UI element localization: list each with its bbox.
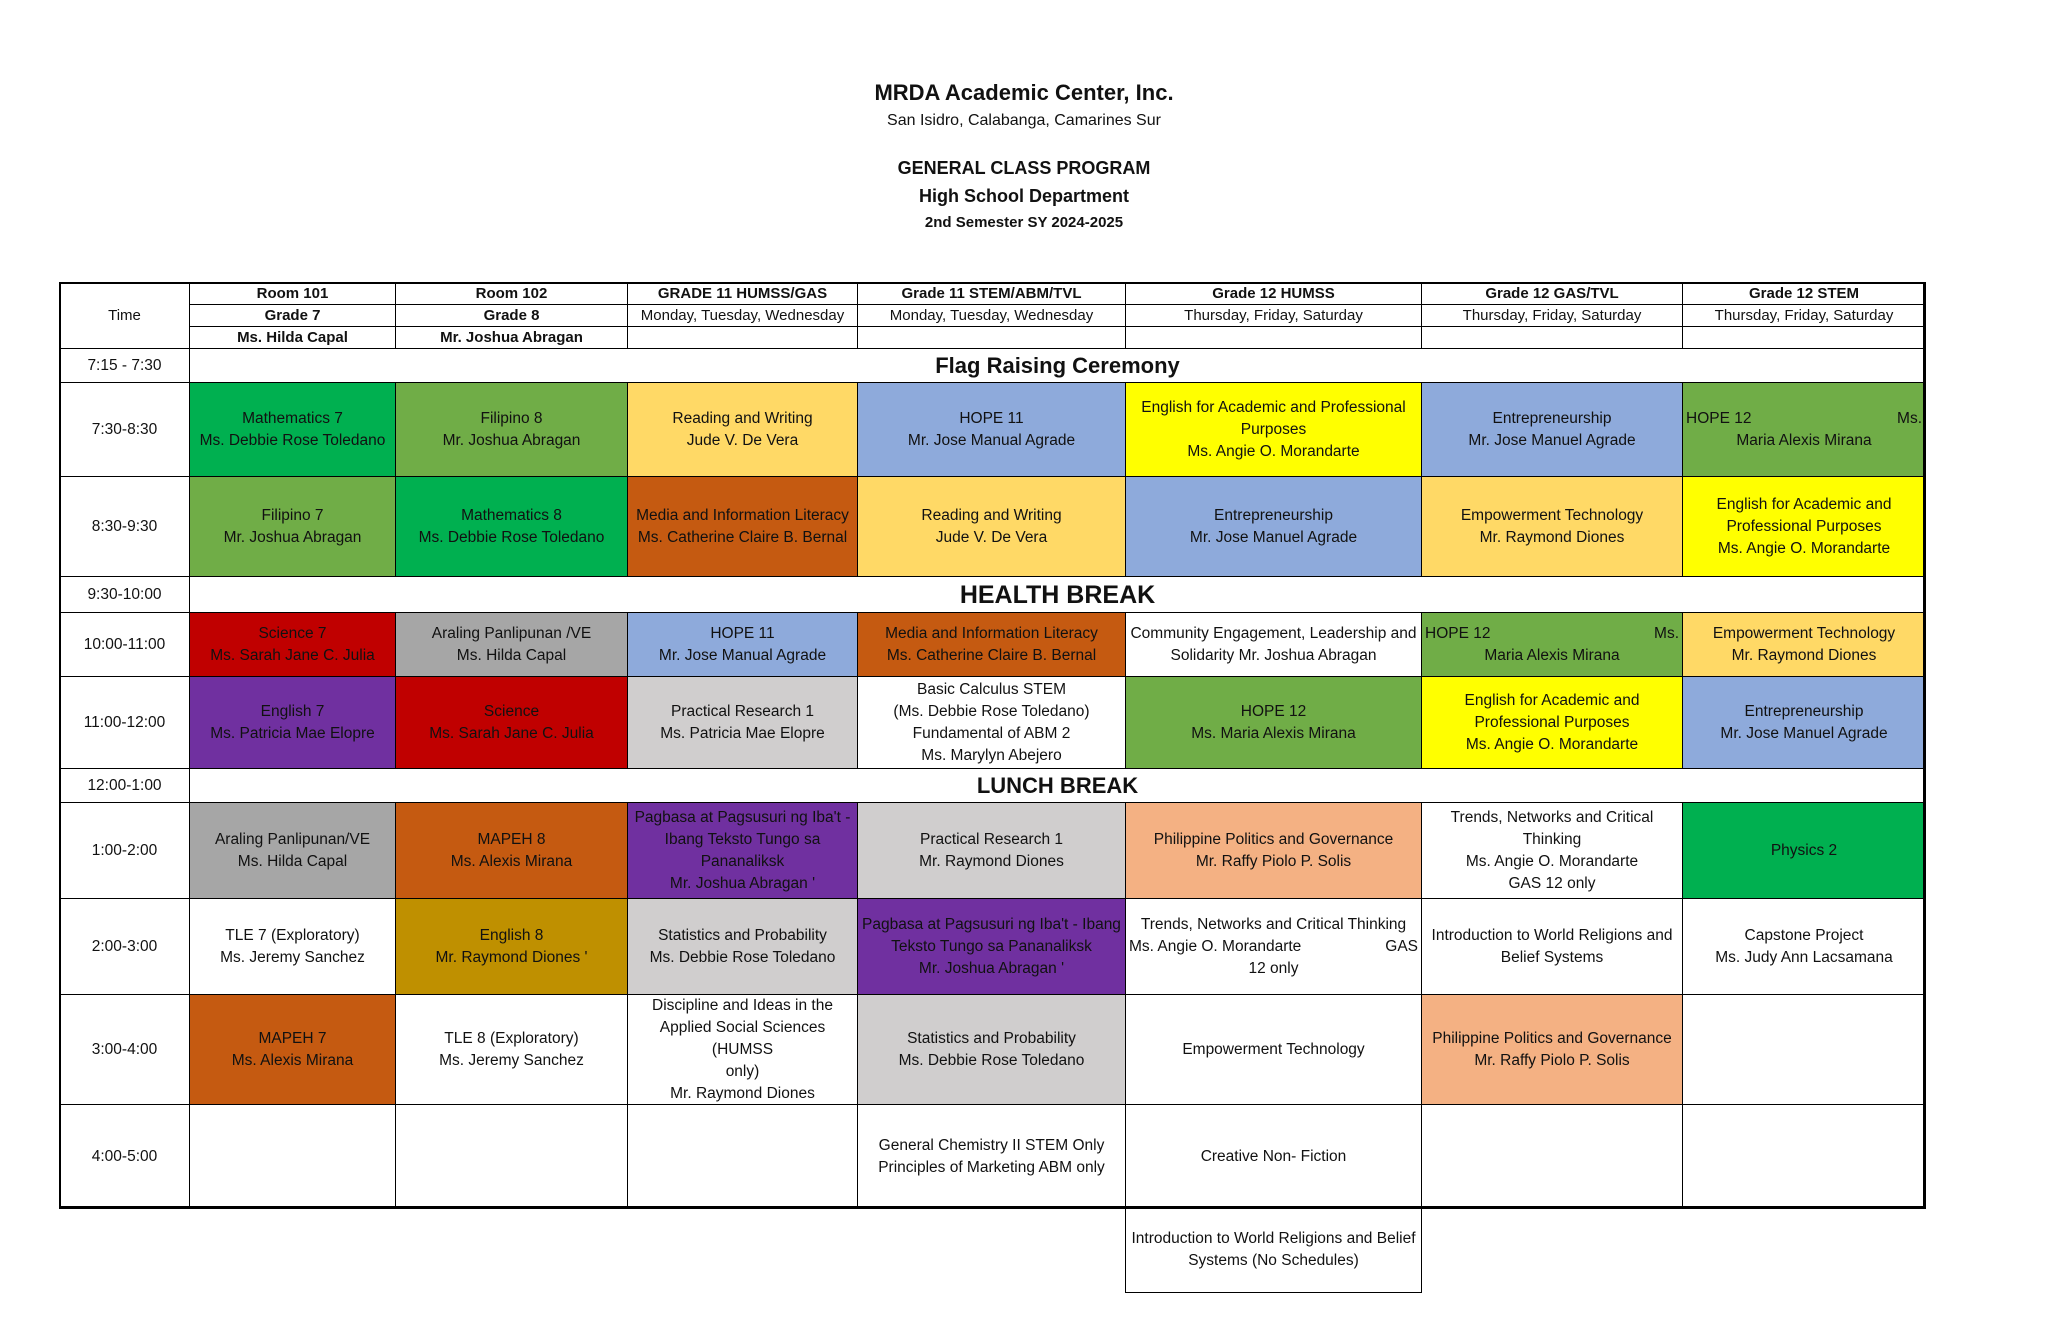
time-slot-cell — [59, 676, 190, 769]
class-cell-line: Ms. Debbie Rose Toledano — [649, 948, 836, 966]
class-cell-line: TLE 8 (Exploratory) — [444, 1029, 579, 1047]
class-cell-line: General Chemistry II STEM Only — [878, 1136, 1105, 1154]
class-cell-line: Teksto Tungo sa Pananaliksk — [891, 937, 1092, 955]
column-header-5-line3 — [1125, 326, 1422, 349]
class-cell — [857, 1104, 1126, 1209]
class-cell-line: English 8 — [479, 926, 544, 944]
class-cell-line: Reading and Writing — [921, 506, 1062, 524]
class-cell-line: Empowerment Technology — [1460, 506, 1644, 524]
column-header-4-line1 — [857, 282, 1126, 305]
column-header-3-line2 — [627, 304, 858, 327]
class-cell-line: GAS 12 only — [1508, 874, 1596, 892]
class-cell-line: Ibang Teksto Tungo sa — [664, 830, 821, 848]
column-header-5-line2 — [1125, 304, 1422, 327]
class-cell-line: Ms. Sarah Jane C. Julia — [210, 646, 375, 664]
time-label: 12:00-1:00 — [87, 776, 162, 794]
class-cell — [189, 612, 396, 677]
class-cell-line: Ms. Alexis Mirana — [450, 852, 573, 870]
class-cell-line: Mr. Joshua Abragan ' — [918, 959, 1065, 977]
flag-time-cell — [59, 348, 190, 383]
column-header-text: Grade 8 — [483, 306, 540, 324]
time-slot-label: 3:00-4:00 — [91, 1040, 158, 1058]
column-header-text: Grade 12 STEM — [1748, 284, 1860, 302]
class-cell — [627, 898, 858, 995]
time-label: 7:15 - 7:30 — [87, 356, 162, 374]
class-cell-line: only) — [725, 1062, 760, 1080]
class-cell-line: Professional Purposes — [1474, 713, 1630, 731]
class-cell-line: Philippine Politics and Governance — [1432, 1029, 1672, 1047]
class-cell-line: English for Academic and — [1464, 691, 1640, 709]
class-cell-line: Ms. Angie O. Morandarte — [1717, 539, 1891, 557]
class-cell — [1682, 802, 1926, 899]
column-header-2-line3 — [395, 326, 628, 349]
column-header-3-line3 — [627, 326, 858, 349]
class-cell-line: Maria Alexis Mirana — [1484, 646, 1620, 664]
class-cell-line: Mr. Raymond Diones ' — [435, 948, 588, 966]
class-cell-split — [1425, 623, 1679, 645]
column-header-1-line1 — [189, 282, 396, 305]
class-cell — [189, 382, 396, 477]
class-cell — [395, 612, 628, 677]
class-cell-line: Mr. Joshua Abragan — [223, 528, 362, 546]
class-cell-line: Introduction to World Religions and — [1431, 926, 1673, 944]
class-cell — [395, 898, 628, 995]
school-address: San Isidro, Calabanga, Camarines Sur — [887, 112, 1161, 129]
class-cell-line: Pananaliksk — [700, 852, 785, 870]
class-cell-line: Maria Alexis Mirana — [1736, 431, 1872, 449]
class-cell-line: Filipino 7 — [261, 506, 324, 524]
column-header-6-line3 — [1421, 326, 1683, 349]
time-slot-label: 1:00-2:00 — [91, 841, 158, 859]
class-cell-line: Ms. Debbie Rose Toledano — [898, 1051, 1085, 1069]
class-cell-line: Ms. Alexis Mirana — [231, 1051, 354, 1069]
class-cell-line: Ms. Maria Alexis Mirana — [1191, 724, 1356, 742]
class-schedule-table — [59, 282, 1925, 1208]
time-slot-cell — [59, 476, 190, 577]
class-cell-line: Belief Systems — [1500, 948, 1604, 966]
class-cell-line: Trends, Networks and Critical — [1450, 808, 1654, 826]
class-cell-line: Applied Social Sciences (HUMSS — [659, 1018, 826, 1058]
class-cell-line: Ms. Debbie Rose Toledano — [199, 431, 386, 449]
class-cell-line: Principles of Marketing ABM only — [878, 1158, 1105, 1176]
class-cell — [627, 994, 858, 1105]
class-cell-line: Practical Research 1 — [919, 830, 1063, 848]
class-cell — [627, 476, 858, 577]
class-cell-line: (Ms. Debbie Rose Toledano) — [893, 702, 1090, 720]
class-cell-line: Ms. Catherine Claire B. Bernal — [637, 528, 848, 546]
class-cell-line: Empowerment Technology — [1182, 1040, 1365, 1058]
class-cell-line: Ms. Angie O. Morandarte — [1187, 442, 1360, 460]
class-cell-line: Science — [483, 702, 540, 720]
class-cell — [627, 676, 858, 769]
extra-subject-note — [1125, 1207, 1422, 1293]
class-cell — [395, 802, 628, 899]
class-cell — [395, 994, 628, 1105]
column-header-text: Thursday, Friday, Saturday — [1184, 306, 1363, 324]
column-header-text: Room 102 — [475, 284, 548, 302]
class-cell-line: Ms. Hilda Capal — [456, 646, 567, 664]
class-cell-line: Mr. Raffy Piolo P. Solis — [1474, 1051, 1630, 1069]
class-cell-split-right: GAS — [1385, 937, 1418, 955]
lunch-banner — [189, 768, 1926, 803]
class-cell — [1125, 612, 1422, 677]
class-cell-line: Mr. Jose Manual Agrade — [907, 431, 1076, 449]
class-cell-split-left: HOPE 12 — [1425, 624, 1491, 642]
class-cell-line: TLE 7 (Exploratory) — [225, 926, 360, 944]
class-cell-line: Practical Research 1 — [670, 702, 814, 720]
class-cell — [1125, 382, 1422, 477]
class-cell — [189, 476, 396, 577]
class-cell-line: Media and Information Literacy — [636, 506, 849, 524]
class-cell — [1125, 802, 1422, 899]
time-header-label: Time — [108, 306, 141, 324]
extra-note-line: Systems (No Schedules) — [1188, 1252, 1359, 1269]
class-cell-line: Ms. Judy Ann Lacsamana — [1715, 948, 1893, 966]
class-cell-line: HOPE 11 — [710, 624, 775, 642]
class-cell — [1682, 382, 1926, 477]
class-cell-line: Science 7 — [258, 624, 327, 642]
semester-title: 2nd Semester SY 2024-2025 — [924, 214, 1124, 231]
class-cell — [627, 612, 858, 677]
class-cell-line: Mr. Raffy Piolo P. Solis — [1195, 852, 1352, 870]
column-header-text: Grade 12 GAS/TVL — [1485, 284, 1619, 302]
time-slot-cell — [59, 994, 190, 1105]
class-cell-line: Ms. Angie O. Morandarte — [1465, 852, 1639, 870]
class-cell — [1682, 676, 1926, 769]
class-cell — [857, 382, 1126, 477]
time-slot-label: 2:00-3:00 — [91, 937, 158, 955]
class-cell-line: Jude V. De Vera — [686, 431, 799, 449]
class-cell — [395, 476, 628, 577]
class-cell — [395, 676, 628, 769]
class-cell-line: Capstone Project — [1744, 926, 1864, 944]
column-header-5-line1 — [1125, 282, 1422, 305]
class-cell — [627, 382, 858, 477]
time-slot-label: 8:30-9:30 — [91, 517, 158, 535]
time-slot-label: 10:00-11:00 — [83, 635, 166, 653]
class-cell-line: Mr. Raymond Diones — [1731, 646, 1877, 664]
class-cell — [1421, 802, 1683, 899]
extra-note-line: Introduction to World Religions and Belief — [1131, 1230, 1416, 1247]
class-cell — [1125, 994, 1422, 1105]
class-cell — [857, 898, 1126, 995]
class-cell-line: Mr. Raymond Diones — [670, 1084, 815, 1102]
class-cell-line: HOPE 11 — [959, 409, 1024, 427]
column-header-1-line2 — [189, 304, 396, 327]
class-cell-line: Fundamental of ABM 2 — [912, 724, 1071, 742]
class-cell — [1125, 898, 1422, 995]
class-cell — [1682, 898, 1926, 995]
class-cell-line: Statistics and Probability — [907, 1029, 1076, 1047]
column-header-6-line2 — [1421, 304, 1683, 327]
lunch-time-cell — [59, 768, 190, 803]
column-header-1-line3 — [189, 326, 396, 349]
class-cell-line: Mathematics 7 — [242, 409, 343, 427]
class-cell — [857, 676, 1126, 769]
class-cell — [1421, 612, 1683, 677]
class-cell-line: Professional Purposes — [1726, 517, 1882, 535]
class-cell-line: Trends, Networks and Critical Thinking — [1140, 915, 1407, 933]
class-cell — [857, 612, 1126, 677]
class-cell-line: Mr. Jose Manuel Agrade — [1720, 724, 1888, 742]
column-header-text: Grade 11 STEM/ABM/TVL — [901, 284, 1082, 302]
class-cell-split-right: Ms. — [1654, 624, 1679, 642]
class-cell-line: Community Engagement, Leadership and — [1130, 624, 1417, 642]
class-cell-line: Physics 2 — [1770, 841, 1838, 859]
class-cell — [857, 476, 1126, 577]
time-column-header — [59, 282, 190, 349]
class-cell — [1421, 1104, 1683, 1209]
class-cell — [1125, 476, 1422, 577]
health-banner-text: HEALTH BREAK — [959, 580, 1156, 609]
health-banner — [189, 576, 1926, 613]
column-header-text: Thursday, Friday, Saturday — [1714, 306, 1894, 324]
class-cell-line: Statistics and Probability — [658, 926, 827, 944]
class-cell-line: Araling Panlipunan /VE — [431, 624, 592, 642]
class-cell-split-left: Ms. Angie O. Morandarte — [1129, 937, 1302, 955]
class-cell-line: Filipino 8 — [480, 409, 543, 427]
class-cell-line: Reading and Writing — [672, 409, 813, 427]
class-cell-line: Ms. Jeremy Sanchez — [439, 1051, 584, 1069]
class-cell — [1682, 476, 1926, 577]
time-slot-cell — [59, 898, 190, 995]
class-cell — [189, 994, 396, 1105]
class-cell-line: Discipline and Ideas in the — [652, 996, 833, 1014]
column-header-7-line1 — [1682, 282, 1926, 305]
column-header-text: Grade 7 — [264, 306, 321, 324]
class-cell-line: MAPEH 7 — [258, 1029, 327, 1047]
class-cell-line: Entrepreneurship — [1744, 702, 1864, 720]
class-cell — [189, 898, 396, 995]
column-header-text: Grade 12 HUMSS — [1212, 284, 1335, 302]
column-header-text: Mr. Joshua Abragan — [440, 328, 583, 346]
class-cell-line: Mr. Jose Manual Agrade — [658, 646, 827, 664]
class-cell — [1421, 994, 1683, 1105]
class-cell-line: Mr. Joshua Abragan ' — [669, 874, 816, 892]
column-header-text: GRADE 11 HUMSS/GAS — [657, 284, 828, 302]
column-header-2-line1 — [395, 282, 628, 305]
column-header-3-line1 — [627, 282, 858, 305]
class-cell — [1421, 382, 1683, 477]
class-cell — [627, 802, 858, 899]
class-cell — [189, 802, 396, 899]
class-cell — [1682, 994, 1926, 1105]
class-cell — [857, 802, 1126, 899]
class-cell-line: Media and Information Literacy — [885, 624, 1098, 642]
column-header-text: Monday, Tuesday, Wednesday — [889, 306, 1094, 324]
lunch-banner-text: LUNCH BREAK — [976, 772, 1139, 798]
class-cell-line: HOPE 12 — [1240, 702, 1307, 720]
class-cell-line: Solidarity Mr. Joshua Abragan — [1170, 646, 1377, 664]
time-slot-label: 4:00-5:00 — [91, 1147, 158, 1165]
class-cell — [1125, 1104, 1422, 1209]
class-cell-split-left: HOPE 12 — [1686, 409, 1752, 427]
class-cell — [395, 382, 628, 477]
class-cell-line: Ms. Jeremy Sanchez — [220, 948, 365, 966]
class-cell-split — [1686, 408, 1922, 430]
time-label: 9:30-10:00 — [87, 585, 162, 603]
class-cell-line: Philippine Politics and Governance — [1153, 830, 1394, 848]
class-cell-line: Ms. Marylyn Abejero — [921, 746, 1062, 764]
flag-banner — [189, 348, 1926, 383]
time-slot-cell — [59, 1104, 190, 1209]
department-title: High School Department — [918, 186, 1129, 206]
class-cell-line: Pagbasa at Pagsusuri ng Iba't - — [634, 808, 851, 826]
class-cell-line: Mr. Raymond Diones — [1479, 528, 1625, 546]
class-cell — [395, 1104, 628, 1209]
column-header-6-line1 — [1421, 282, 1683, 305]
class-cell-line: Mathematics 8 — [461, 506, 562, 524]
time-slot-label: 11:00-12:00 — [83, 713, 166, 731]
class-cell — [189, 676, 396, 769]
program-title: GENERAL CLASS PROGRAM — [897, 158, 1151, 178]
class-cell-line: English for Academic and — [1716, 495, 1892, 513]
class-cell-line: Ms. Patricia Mae Elopre — [210, 724, 375, 742]
column-header-text: Thursday, Friday, Saturday — [1462, 306, 1642, 324]
column-header-text: Ms. Hilda Capal — [237, 328, 348, 346]
class-cell — [627, 1104, 858, 1209]
class-cell — [1421, 476, 1683, 577]
class-cell-line: Entrepreneurship — [1492, 409, 1612, 427]
class-cell-line: Mr. Joshua Abragan — [442, 431, 581, 449]
class-cell-line: Purposes — [1240, 420, 1307, 438]
class-cell-line: English for Academic and Professional — [1141, 398, 1406, 416]
column-header-text: Room 101 — [256, 284, 329, 302]
column-header-2-line2 — [395, 304, 628, 327]
class-cell-line: Jude V. De Vera — [935, 528, 1048, 546]
class-cell-line: Mr. Raymond Diones — [919, 852, 1064, 870]
time-slot-label: 7:30-8:30 — [91, 420, 158, 438]
class-cell-line: Ms. Debbie Rose Toledano — [418, 528, 605, 546]
class-cell-line: Mr. Jose Manuel Agrade — [1468, 431, 1636, 449]
flag-banner-text: Flag Raising Ceremony — [935, 352, 1180, 378]
class-cell — [857, 994, 1126, 1105]
time-slot-cell — [59, 382, 190, 477]
class-cell-line: Basic Calculus STEM — [916, 680, 1066, 698]
class-cell-line: Ms. Sarah Jane C. Julia — [429, 724, 594, 742]
column-header-4-line2 — [857, 304, 1126, 327]
time-slot-cell — [59, 802, 190, 899]
column-header-text: Monday, Tuesday, Wednesday — [640, 306, 845, 324]
class-cell-split-right: Ms. — [1897, 409, 1922, 427]
column-header-7-line2 — [1682, 304, 1926, 327]
class-cell-line: Empowerment Technology — [1712, 624, 1896, 642]
class-cell-line: MAPEH 8 — [477, 830, 546, 848]
class-cell-line: Creative Non- Fiction — [1200, 1147, 1347, 1165]
time-slot-cell — [59, 612, 190, 677]
class-cell — [1682, 1104, 1926, 1209]
class-cell-line: Mr. Jose Manuel Agrade — [1189, 528, 1358, 546]
column-header-4-line3 — [857, 326, 1126, 349]
class-cell-line: Entrepreneurship — [1214, 506, 1333, 524]
class-cell-line: Ms. Angie O. Morandarte — [1465, 735, 1639, 753]
school-name: MRDA Academic Center, Inc. — [874, 80, 1174, 105]
class-cell-line: Ms. Patricia Mae Elopre — [660, 724, 825, 742]
class-cell-line: Thinking — [1522, 830, 1582, 848]
class-cell — [1421, 898, 1683, 995]
class-cell — [1682, 612, 1926, 677]
class-cell — [1421, 676, 1683, 769]
class-cell-split — [1129, 936, 1418, 958]
column-header-7-line3 — [1682, 326, 1926, 349]
class-cell-line: Pagbasa at Pagsusuri ng Iba't - Ibang — [862, 915, 1121, 933]
health-time-cell — [59, 576, 190, 613]
class-cell-line: Araling Panlipunan/VE — [214, 830, 371, 848]
class-cell-line: 12 only — [1248, 959, 1299, 977]
class-cell-line: Ms. Hilda Capal — [237, 852, 348, 870]
class-cell-line: English 7 — [260, 702, 325, 720]
class-cell — [1125, 676, 1422, 769]
class-cell-line: Ms. Catherine Claire B. Bernal — [886, 646, 1097, 664]
class-cell — [189, 1104, 396, 1209]
